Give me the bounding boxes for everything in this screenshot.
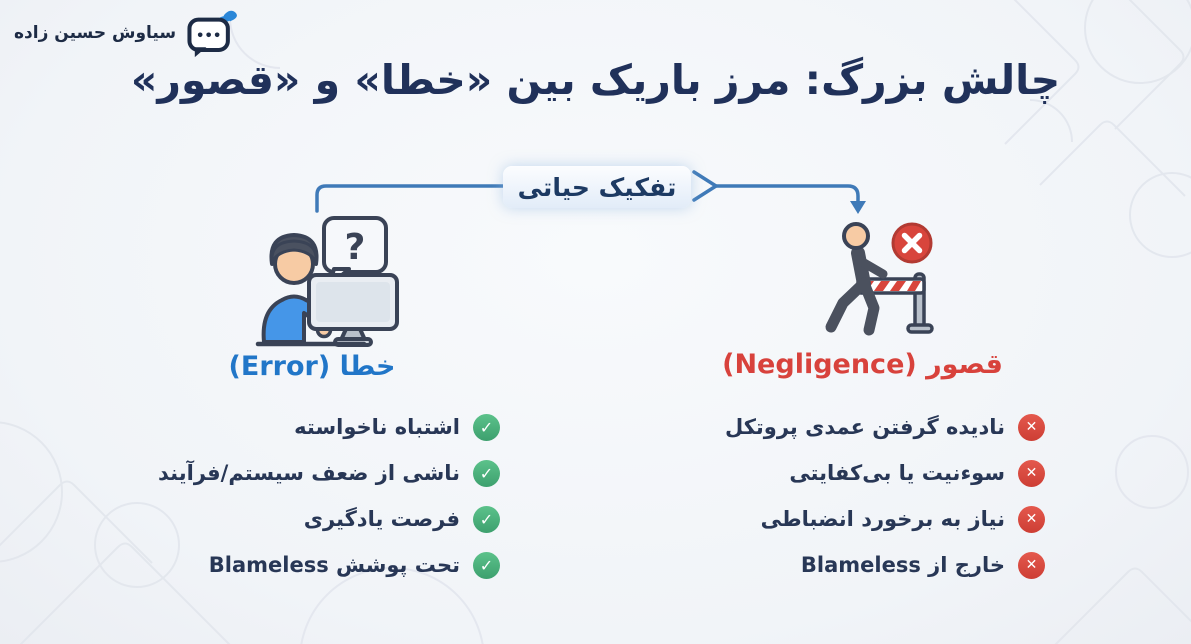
separator-label-badge: [503, 166, 691, 208]
cross-icon: ✕: [1018, 460, 1045, 487]
negligence-item-text: خارج از Blameless: [800, 553, 1005, 577]
chat-bubble-hat-icon: [183, 8, 237, 58]
person-at-computer-icon: [252, 212, 402, 347]
error-item-text: ناشی از ضعف سیستم/فرآیند: [158, 461, 460, 485]
list-item: [158, 504, 500, 534]
list-item: [158, 550, 500, 580]
error-item-text: تحت پوشش Blameless: [208, 553, 460, 577]
list-item: [725, 412, 1045, 442]
negligence-item-text: نادیده گرفتن عمدی پروتکل: [724, 415, 1005, 439]
negligence-item-text: سوءنیت یا بی‌کفایتی: [789, 461, 1005, 485]
negligence-item-text: نیاز به برخورد انضباطی: [760, 507, 1005, 531]
negligence-list: [725, 412, 1045, 580]
brand-logo: [14, 8, 237, 58]
cross-icon: ✕: [1018, 506, 1045, 533]
check-icon: ✓: [473, 414, 500, 441]
cross-icon: ✕: [1018, 414, 1045, 441]
check-icon: ✓: [473, 460, 500, 487]
cross-icon: ✕: [1018, 552, 1045, 579]
list-item: [158, 412, 500, 442]
list-item: [725, 550, 1045, 580]
check-icon: ✓: [473, 506, 500, 533]
error-item-text: اشتباه ناخواسته: [294, 415, 460, 439]
brand-name: سیاوش حسین زاده: [14, 23, 177, 43]
list-item: [725, 504, 1045, 534]
list-item: [158, 458, 500, 488]
negligence-heading: قصور (Negligence): [722, 349, 1003, 380]
separator-label: تفکیک حیاتی: [517, 172, 677, 202]
error-list: [158, 412, 500, 580]
person-crossing-barrier-icon: [812, 217, 947, 342]
page-title: چالش بزرگ: مرز باریک بین «خطا» و «قصور»: [130, 56, 1061, 104]
question-mark-glyph: ?: [344, 227, 366, 268]
error-item-text: فرصت یادگیری: [303, 507, 460, 531]
check-icon: ✓: [473, 552, 500, 579]
list-item: [725, 458, 1045, 488]
error-heading: خطا (Error): [228, 351, 396, 382]
